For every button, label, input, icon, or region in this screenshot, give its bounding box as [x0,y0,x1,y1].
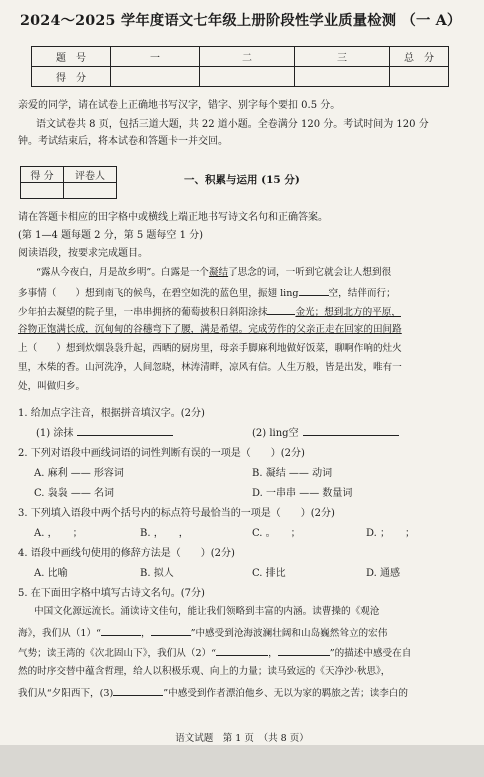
passage-line-4: 谷物正饱满长成，沉甸甸的谷穗弯下了腰，满是希望。完成劳作的父亲正走在回家的田间路 [18,324,402,335]
q5-text: ”中感受到作者漂泊他乡、无以为家的羁旅之苦；读李白的 [163,688,408,699]
q1-a-label: (1) 涂抹 [36,428,74,439]
passage-text: “露从今夜白，月是故乡明”。白露是一个 [36,267,209,278]
passage-text: 多事情（ ）想到南飞的候鸟，在碧空如洗的蓝色里，振翅 ling [18,288,299,299]
passage-line-6: 里，木柴的香。山河洗净，人间忽晓，林涛清畔，凉风有信。人生万般，皆是出发，唯有一 [18,362,402,373]
q1-stem: 1. 给加点字注音，根据拼音填汉字。(2分) [18,408,205,419]
q3-option-d[interactable]: D. ； ； [366,528,416,539]
q4-option-c[interactable]: C. 排比 [252,568,286,579]
score-row-label: 得 分 [32,67,111,87]
q4-option-d[interactable]: D. 通感 [366,568,401,579]
section-title: 一、积累与运用 (15 分) [184,174,300,186]
q2-option-a[interactable]: A. 麻利 —— 形容词 [34,468,124,479]
q1-b-blank[interactable] [303,424,399,436]
score-header-total: 总 分 [390,47,449,67]
q5-text: 海》，我们从（1）“ [18,628,101,639]
passage-text: 了思念的词，一听到它就会让人想到很 [228,267,392,278]
answer-blank[interactable] [299,284,329,296]
q5-blank-1a[interactable] [101,624,141,636]
q3-option-b[interactable]: B. ， ， [140,528,189,539]
q2-option-d[interactable]: D. 一串串 —— 数量词 [252,488,353,499]
score-cell-1[interactable] [111,67,200,87]
scan-background [0,745,484,777]
q4-stem: 4. 语段中画线句使用的修辞方法是（ ）(2分) [18,548,235,559]
grader-score-label: 得 分 [21,167,64,183]
q5-blank-2a[interactable] [216,644,268,656]
grader-name-label: 评卷人 [64,167,117,183]
q5-line-3: 气势；读王湾的《次北固山下》，我们从（2）“ ， ”的描述中感受在自 [18,644,470,661]
q1-a-blank[interactable] [77,424,173,436]
answer-blank[interactable] [267,303,295,315]
q2-option-b[interactable]: B. 凝结 —— 动词 [252,468,333,479]
grader-score-cell[interactable] [21,183,64,199]
instruction-line-1: 请在答题卡相应的田字格中或横线上端正地书写诗文名句和正确答案。 [18,212,328,223]
q1-part-a [36,424,173,439]
passage-text: 空，结伴而行； [328,288,396,299]
score-header-1: 一 [111,47,200,67]
q5-text: ”中感受到沧海波澜壮阔和山岛巍然耸立的宏伟 [190,628,388,639]
score-header-label: 题 号 [32,47,111,67]
q2-option-c[interactable]: C. 袅袅 —— 名词 [34,488,115,499]
q5-blank-2b[interactable] [278,644,330,656]
passage-line-1 [36,265,484,280]
q5-text: ”的描述中感受在自 [329,648,412,659]
q5-text: 气势；读王湾的《次北固山下》，我们从（2）“ [18,648,217,659]
passage-line-5: 上（ ）想到炊烟袅袅升起，西晒的厨房里，母亲手脚麻利地做好饭菜，聊啊作响的灶火 [18,343,402,354]
q1-b-label: (2) ling空 [252,428,299,439]
q3-stem: 3. 下列填入语段中两个括号内的标点符号最恰当的一项是（ ）(2分) [18,508,335,519]
q5-line-1: 中国文化源远流长。涌读诗文佳句，能让我们领略到丰富的内涵。读曹操的《观沧 [34,606,380,617]
q5-line-5 [18,684,470,701]
score-cell-3[interactable] [295,67,390,87]
grader-name-cell[interactable] [64,183,117,199]
page-footer: 语文试题 第 1 页 （共 8 页） [175,733,309,744]
intro-line-1: 亲爱的同学，请在试卷上正确地书写汉字，错字、别字每个要扣 0.5 分。 [18,100,341,111]
score-header-3: 三 [295,47,390,67]
passage-line-3 [18,303,470,320]
q5-text: 我们从“夕阳西下，(3) [18,688,114,699]
score-cell-2[interactable] [200,67,295,87]
q4-option-b[interactable]: B. 拟人 [140,568,174,579]
q4-option-a[interactable]: A. 比喻 [34,568,68,579]
passage-text: 少年拍去凝望的院子里，一串串拥挤的葡萄披积日斜阳涂抹 [18,307,268,318]
q5-blank-1b[interactable] [151,624,191,636]
q3-option-c[interactable]: C. 。 ； [252,528,301,539]
q5-stem: 5. 在下面田字格中填写古诗文名句。(7分) [18,588,205,599]
underlined-sentence: 金光；想到北方的平原， [295,307,401,318]
intro-line-3: 钟。考试结束后，将本试卷和答题卡一并交回。 [18,136,228,147]
exam-title: 2024～2025 学年度语文七年级上册阶段性学业质量检测 （一 A） [20,13,462,29]
intro-line-2: 语文试卷共 8 页，包括三道大题，共 22 道小题。全卷满分 120 分。考试时间为 120 分 [36,119,429,130]
underlined-word: 凝结 [208,267,229,278]
q5-blank-3[interactable] [113,684,163,696]
passage-line-7: 处，叫做归乡。 [18,381,86,392]
q1-part-b [252,424,399,439]
q5-line-4: 然的时序交替中蕴含哲理，给人以积极乐观、向上的力量；读马致远的《天净沙·秋思》， [18,666,391,677]
passage-line-2 [18,284,470,301]
q3-option-a[interactable]: A. ， ； [34,528,83,539]
score-cell-total[interactable] [390,67,449,87]
q5-line-2: 海》，我们从（1）“ ， ”中感受到沧海波澜壮阔和山岛巍然耸立的宏伟 [18,624,470,641]
score-table [31,46,449,87]
q2-stem: 2. 下列对语段中画线词语的词性判断有误的一项是（ ）(2分) [18,448,305,459]
grader-box [20,166,117,199]
instruction-line-3: 阅读语段，按要求完成题目。 [18,248,148,259]
score-header-2: 二 [200,47,295,67]
instruction-line-2: (第 1—4 题每题 2 分，第 5 题每空 1 分) [18,230,204,241]
